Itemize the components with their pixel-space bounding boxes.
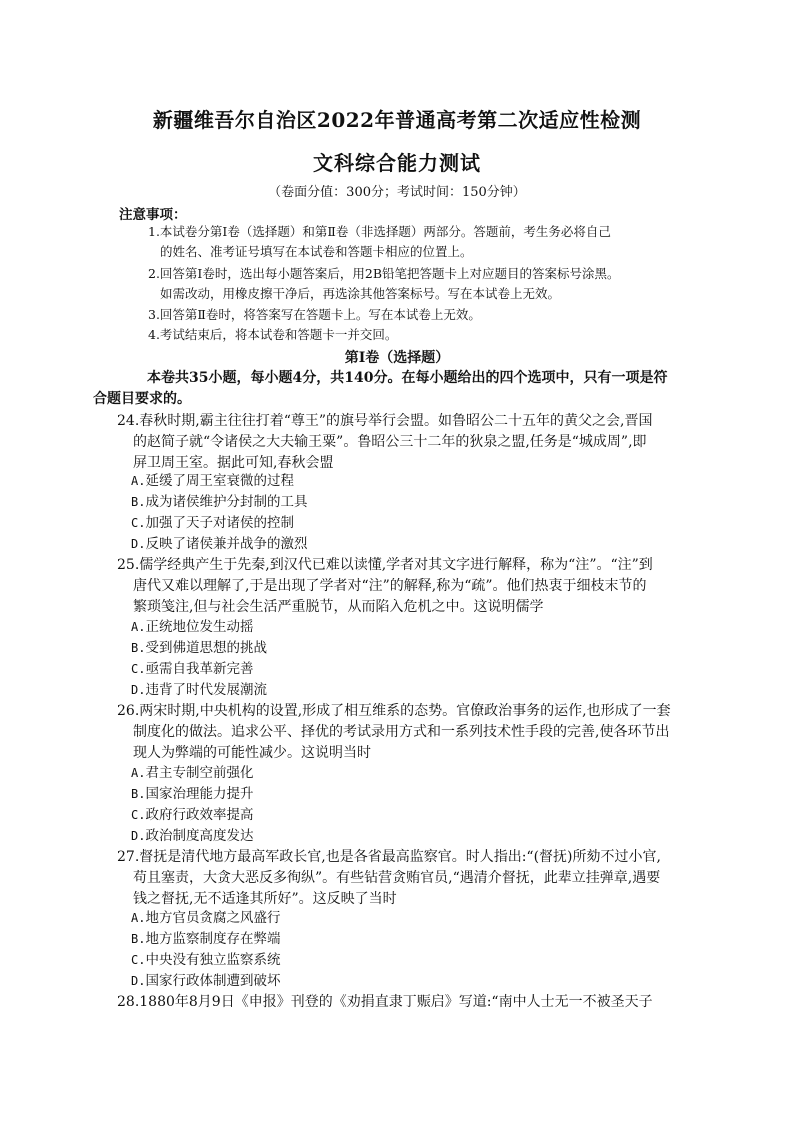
option-25-a [131, 617, 253, 638]
option-26-a [131, 763, 253, 784]
stem-line: 繁琐笺注,但与社会生活严重脱节，从而陷入危机之中。这说明儒学 [133, 599, 544, 615]
option-key: C. [131, 662, 146, 676]
option-key: B. [131, 495, 146, 509]
option-text: 地方监察制度存在弊端 [145, 931, 281, 947]
option-27-c [131, 950, 280, 971]
option-key: C. [131, 808, 146, 822]
stem-line: 苟且塞责，大贪大恶反多徇纵”。有些钻营贪贿官员,“遇清介督抚，此辈立挂弹章,遇要 [133, 870, 661, 886]
section-instruction [93, 368, 686, 410]
option-text: 地方官员贪腐之风盛行 [145, 910, 281, 926]
stem-line: 28.1880年8月9日《申报》刊登的《劝捐直隶丁赈启》写道:“南中人士无一不被圣天子 [117, 994, 653, 1010]
notice-line: 1.本试卷分第Ⅰ卷（选择题）和第Ⅱ卷（非选择题）两部分。答题前，考生务必将自己 [148, 224, 611, 239]
option-key: C. [131, 953, 146, 967]
exam-subtitle: 文科综合能力测试 [313, 151, 481, 175]
notice-heading: 注意事项： [119, 207, 187, 223]
exam-meta: （卷面分值：300分；考试时间：150分钟） [268, 185, 526, 200]
option-25-d [131, 680, 267, 701]
stem-line: 26.两宋时期,中央机构的设置,形成了相互维系的态势。官僚政治事务的运作,也形成了一套 [117, 703, 671, 719]
option-key: D. [131, 683, 146, 697]
option-24-c [131, 513, 294, 534]
stem-line: 27.督抚是清代地方最高军政长官,也是各省最高监察官。时人指出:“(督抚)所劾不过小官, [117, 849, 661, 865]
option-26-d [131, 826, 253, 847]
option-text: 违背了时代发展潮流 [145, 682, 267, 698]
notice-item-1 [148, 222, 688, 262]
stem-line: 24.春秋时期,霸主往往打着“尊王”的旗号举行会盟。如鲁昭公二十五年的黄父之会,晋国 [117, 413, 653, 429]
instruction-line: 本卷共35小题，每小题4分，共140分。在每小题给出的四个选项中，只有一项是符 [147, 370, 668, 386]
option-text: 亟需自我革新完善 [145, 661, 254, 677]
option-key: A. [131, 911, 146, 925]
option-26-b [131, 784, 253, 805]
notice-line: 3.回答第Ⅱ卷时，将答案写在答题卡上。写在本试卷上无效。 [148, 307, 481, 322]
notice-line: 4.考试结束后，将本试卷和答题卡一并交回。 [148, 327, 398, 342]
option-25-c [131, 659, 253, 680]
notice-item-4 [148, 325, 688, 345]
stem-line: 现人为弊端的可能性减少。这说明当时 [133, 745, 371, 761]
stem-line: 25.儒学经典产生于先秦,到汉代已难以读懂,学者对其文字进行解释，称为“注”。“注”到 [117, 557, 653, 573]
exam-title: 新疆维吾尔自治区2022年普通高考第二次适应性检测 [152, 108, 642, 132]
question-25-stem [117, 555, 691, 618]
option-text: 延缓了周王室衰微的过程 [145, 473, 294, 489]
stem-line: 制度化的做法。追求公平、择优的考试录用方式和一系列技术性手段的完善,使各环节出 [133, 724, 670, 740]
instruction-line: 合题目要求的。 [93, 391, 191, 407]
option-text: 君主专制空前强化 [145, 765, 254, 781]
option-text: 国家行政体制遭到破坏 [145, 973, 281, 989]
option-27-d [131, 971, 280, 992]
notice-line: 2.回答第Ⅰ卷时，选出每小题答案后，用2B铅笔把答题卡上对应题目的答案标号涂黑。 [148, 266, 620, 281]
stem-line: 钱之督抚,无不适逢其所好”。这反映了当时 [133, 891, 397, 907]
option-key: A. [131, 474, 146, 488]
notice-item-2 [148, 264, 688, 304]
question-28-stem [117, 992, 691, 1013]
option-text: 政府行政效率提高 [145, 807, 254, 823]
option-key: D. [131, 974, 146, 988]
option-key: A. [131, 766, 146, 780]
stem-line: 唐代又难以理解了,于是出现了学者对“注”的解释,称为“疏”。他们热衷于细枝末节的 [133, 578, 647, 594]
notice-item-3 [148, 305, 688, 325]
section-title: 第Ⅰ卷（选择题） [344, 350, 450, 366]
option-key: B. [131, 787, 146, 801]
option-27-b [131, 929, 280, 950]
option-key: C. [131, 516, 146, 530]
option-key: B. [131, 641, 146, 655]
option-text: 加强了天子对诸侯的控制 [145, 515, 294, 531]
option-key: A. [131, 620, 146, 634]
option-24-d [131, 534, 307, 555]
option-24-b [131, 492, 307, 513]
option-24-a [131, 471, 294, 492]
notice-line: 如需改动，用橡皮擦干净后，再选涂其他答案标号。写在本试卷上无效。 [160, 286, 561, 301]
option-text: 政治制度高度发达 [145, 828, 254, 844]
option-key: D. [131, 829, 146, 843]
question-26-stem [117, 701, 691, 764]
option-text: 成为诸侯维护分封制的工具 [145, 494, 308, 510]
option-text: 反映了诸侯兼并战争的激烈 [145, 536, 308, 552]
stem-line: 的赵简子就“令诸侯之大夫输王粟”。鲁昭公三十二年的狄泉之盟,任务是“城成周”,即 [133, 434, 647, 450]
option-27-a [131, 908, 280, 929]
option-26-c [131, 805, 253, 826]
option-25-b [131, 638, 267, 659]
stem-line: 屏卫周王室。据此可知,春秋会盟 [133, 455, 334, 471]
notice-line: 的姓名、准考证号填写在本试卷和答题卡相应的位置上。 [160, 244, 473, 259]
option-text: 正统地位发生动摇 [145, 619, 254, 635]
option-key: B. [131, 932, 146, 946]
question-24-stem [117, 411, 691, 474]
question-27-stem [117, 847, 691, 910]
option-text: 中央没有独立监察系统 [145, 952, 281, 968]
option-text: 国家治理能力提升 [145, 786, 254, 802]
option-text: 受到佛道思想的挑战 [145, 640, 267, 656]
option-key: D. [131, 537, 146, 551]
